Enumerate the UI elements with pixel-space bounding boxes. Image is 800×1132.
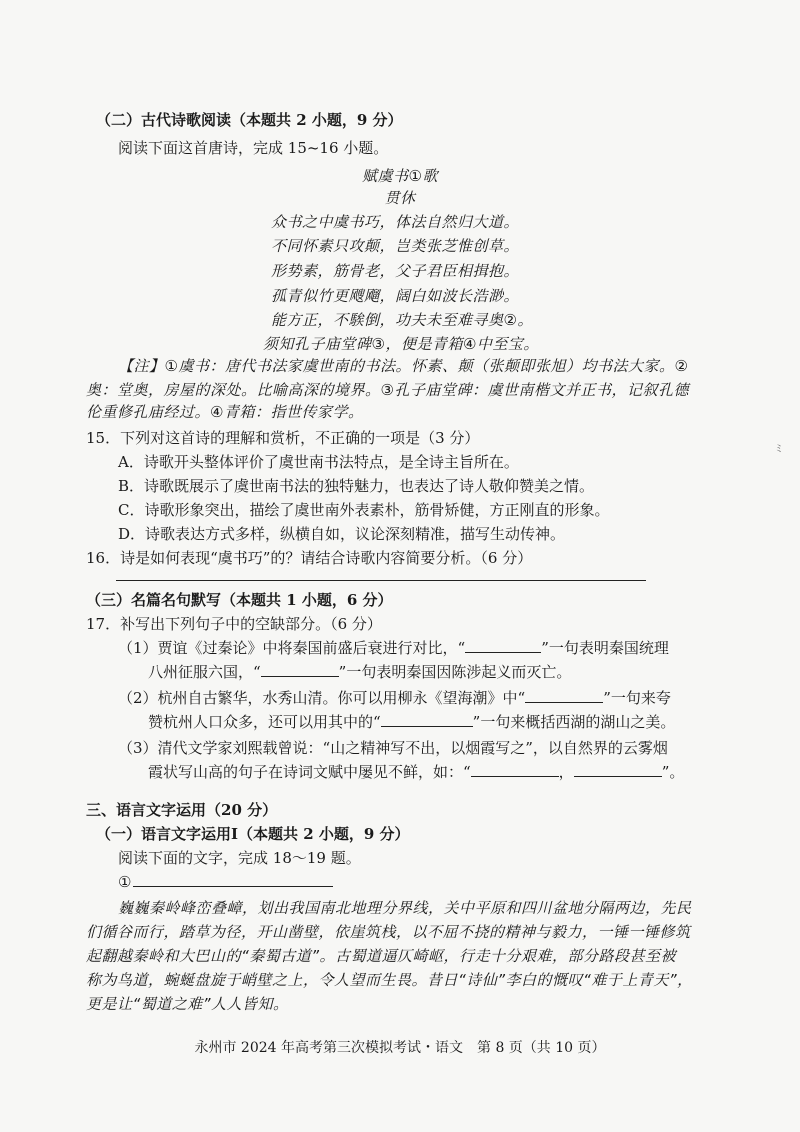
fill-blank[interactable] xyxy=(465,638,541,653)
poem-note: 伦重修孔庙经过。④青箱：指世传家学。 xyxy=(86,403,364,421)
passage-line: 称为鸟道，蜿蜒盘旋于峭壁之上，令人望而生畏。昔日“诗仙”李白的慨叹“难于上青天”， xyxy=(86,971,693,989)
fill-blank[interactable] xyxy=(261,662,339,677)
q15-option-d: D．诗歌表达方式多样，纵横自如，议论深刻精准，描写生动传神。 xyxy=(118,525,566,543)
q15-option-c: C．诗歌形象突出，描绘了虞世南外表素朴，筋骨矫健，方正刚直的形象。 xyxy=(118,501,610,519)
fill-blank[interactable] xyxy=(525,688,603,703)
scan-edge-mark: ﾐ xyxy=(776,442,782,455)
poem-note: 【注】①虞书：唐代书法家虞世南的书法。怀素、颠（张颠即张旭）均书法大家。② xyxy=(118,357,689,375)
q17-part1-line1: （1）贾谊《过秦论》中将秦国前盛后衰进行对比，“ ”一句表明秦国统理 xyxy=(118,639,669,657)
q17-part3-line2: 霞状写山高的句子在诗词文赋中屡见不鲜，如：“ ， ”。 xyxy=(148,763,685,781)
part3-instruction: 阅读下面的文字，完成 18～19 题。 xyxy=(118,849,361,867)
passage-line: 更是让“蜀道之难”人人皆知。 xyxy=(86,995,289,1013)
poem-note: 奥：堂奥，房屋的深处。比喻高深的境界。③孔子庙堂碑：虞世南楷文并正书，记叙孔德 xyxy=(86,381,689,399)
poem-title: 赋虞书①歌 xyxy=(362,167,438,185)
reading-instruction: 阅读下面这首唐诗，完成 15~16 小题。 xyxy=(118,139,389,157)
q15-stem: 15．下列对这首诗的理解和赏析，不正确的一项是（3 分） xyxy=(86,429,480,447)
q16-stem: 16．诗是如何表现“虞书巧”的？请结合诗歌内容简要分析。（6 分） xyxy=(86,549,533,567)
part3-subtitle: （一）语言文字运用Ⅰ（本题共 2 小题，9 分） xyxy=(96,825,410,843)
poem-line: 形势素，筋骨老，父子君臣相揖抱。 xyxy=(271,262,520,280)
section2-title: （二）古代诗歌阅读（本题共 2 小题，9 分） xyxy=(96,111,403,129)
passage-line: 巍巍秦岭峰峦叠嶂，划出我国南北地理分界线，关中平原和四川盆地分隔两边，先民 xyxy=(118,899,692,917)
answer-divider xyxy=(116,580,646,581)
q15-option-a: A．诗歌开头整体评价了虞世南书法特点，是全诗主旨所在。 xyxy=(118,453,519,471)
q17-stem: 17．补写出下列句子中的空缺部分。（6 分） xyxy=(86,615,382,633)
q15-option-b: B．诗歌既展示了虞世南书法的独特魅力，也表达了诗人敬仰赞美之情。 xyxy=(118,477,595,495)
poem-author: 贯休 xyxy=(384,189,416,207)
fill-blank[interactable] xyxy=(471,762,559,777)
q17-part2-line2: 赞杭州人口众多，还可以用其中的“ ”一句来概括西湖的湖山之美。 xyxy=(148,713,676,731)
poem-line: 不同怀素只攻颠，岂类张芝惟创草。 xyxy=(271,237,520,255)
poem-line: 须知孔子庙堂碑③，便是青箱④中至宝。 xyxy=(263,335,539,353)
passage-line: 们循谷而行，踏草为径，开山凿壁，依崖筑栈，以不屈不挠的精神与毅力，一锤一锤修筑 xyxy=(86,923,691,941)
paragraph-marker: ① xyxy=(118,872,333,892)
sentence-blank[interactable] xyxy=(133,872,333,887)
poem-line: 众书之中虞书巧，体法自然归大道。 xyxy=(271,213,520,231)
passage-line: 起翻越秦岭和大巴山的“秦蜀古道”。古蜀道逼仄崎岖，行走十分艰难，部分路段甚至被 xyxy=(86,947,677,965)
fill-blank[interactable] xyxy=(574,762,662,777)
q17-part2-line1: （2）杭州自古繁华，水秀山清。你可以用柳永《望海潮》中“ ”一句来夸 xyxy=(118,689,671,707)
q17-part3-line1: （3）清代文学家刘熙载曾说：“山之精神写不出，以烟霞写之”，以自然界的云雾烟 xyxy=(118,739,668,757)
page-footer: 永州市 2024 年高考第三次模拟考试・语文 第 8 页（共 10 页） xyxy=(194,1040,606,1056)
fill-blank[interactable] xyxy=(381,712,473,727)
part3-title: 三、语言文字运用（20 分） xyxy=(86,801,278,819)
q17-part1-line2: 八州征服六国，“ ”一句表明秦国因陈涉起义而灭亡。 xyxy=(148,663,572,681)
poem-line: 能方正，不騃倒，功夫未至难寻奥②。 xyxy=(271,311,533,329)
section3-title: （三）名篇名句默写（本题共 1 小题，6 分） xyxy=(86,591,393,609)
poem-line: 孤青似竹更飕飗，阔白如波长浩渺。 xyxy=(271,287,520,305)
